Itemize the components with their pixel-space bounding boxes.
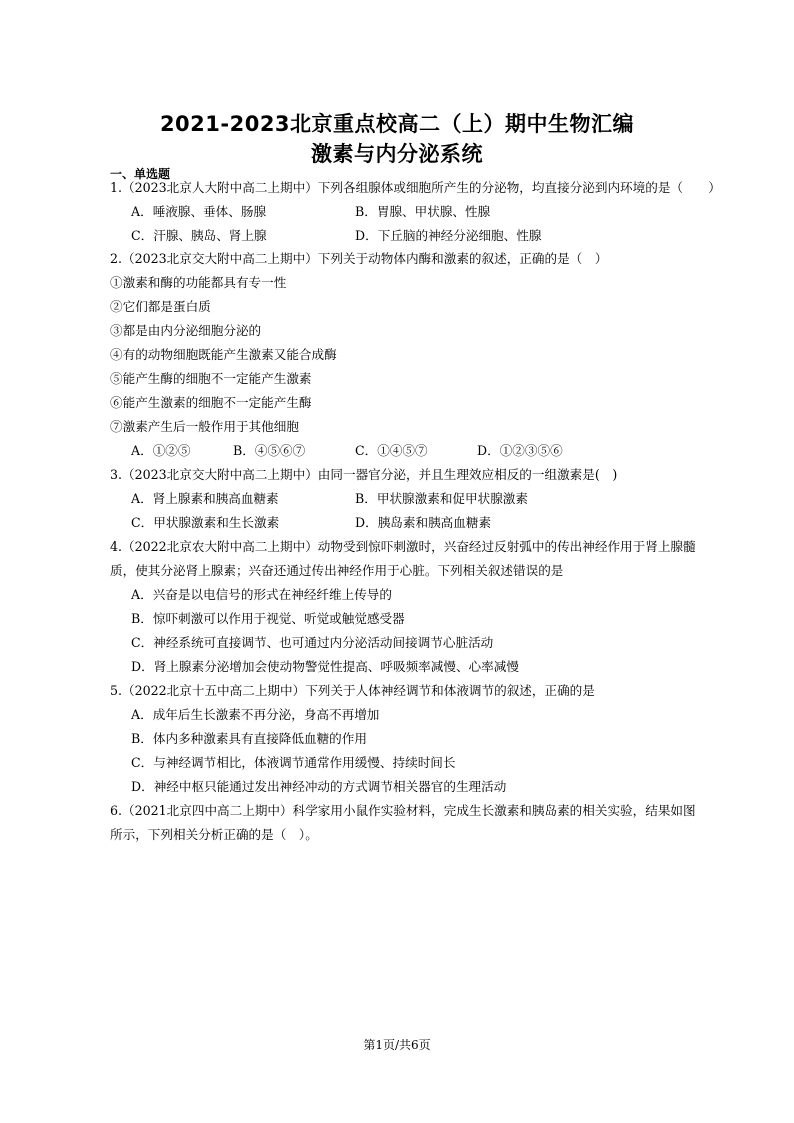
q2-option-c: C．①④⑤⑦ <box>355 443 428 458</box>
section-heading: 一、单选题 <box>110 167 171 181</box>
q3-option-a: A．肾上腺素和胰高血糖素 <box>131 491 279 506</box>
q3-option-b: B．甲状腺激素和促甲状腺激素 <box>355 491 528 506</box>
q2-statement: ⑤能产生酶的细胞不一定能产生激素 <box>110 371 312 386</box>
q4-option-d: D．肾上腺素分泌增加会使动物警觉性提高、呼吸频率减慢、心率减慢 <box>131 659 519 674</box>
q5-option-b: B．体内多种激素具有直接降低血糖的作用 <box>131 731 367 746</box>
document-title: 2021-2023北京重点校高二（上）期中生物汇编 <box>159 112 635 136</box>
page-footer: 第1页/共6页 <box>363 1038 431 1052</box>
q2-statement: ④有的动物细胞既能产生激素又能合成酶 <box>110 347 337 362</box>
q1-option-c: C．汗腺、胰岛、肾上腺 <box>131 228 267 243</box>
q2-option-b: B．④⑤⑥⑦ <box>233 443 306 458</box>
question-3-stem: 3.（2023北京交大附中高二上期中）由同一器官分泌，并且生理效应相反的一组激素是( ) <box>110 467 618 482</box>
question-6-stem: 6.（2021北京四中高二上期中）科学家用小鼠作实验材料，完成生长激素和胰岛素的相关实验，结果如图 <box>110 803 696 818</box>
question-4-stem-cont: 质，使其分泌肾上腺素；兴奋还通过传出神经作用于心脏。下列相关叙述错误的是 <box>110 563 564 578</box>
q2-statement: ①激素和酶的功能都具有专一性 <box>110 275 287 290</box>
q5-option-a: A．成年后生长激素不再分泌，身高不再增加 <box>131 707 380 722</box>
q2-statement: ⑦激素产生后一般作用于其他细胞 <box>110 419 299 434</box>
q2-option-d: D．①②③⑤⑥ <box>477 443 563 458</box>
q1-option-d: D．下丘脑的神经分泌细胞、性腺 <box>355 228 542 243</box>
question-4-stem: 4.（2022北京农大附中高二上期中）动物受到惊吓刺激时，兴奋经过反射弧中的传出神经作用于肾上腺髓 <box>110 539 696 554</box>
question-6-stem-cont: 所示，下列相关分析正确的是（ ）。 <box>110 827 318 842</box>
q2-statement: ③都是由内分泌细胞分泌的 <box>110 323 262 338</box>
document-subtitle: 激素与内分泌系统 <box>311 142 483 166</box>
q1-option-a: A．唾液腺、垂体、肠腺 <box>131 204 267 219</box>
q5-option-c: C．与神经调节相比，体液调节通常作用缓慢、持续时间长 <box>131 755 456 770</box>
question-1-stem: 1.（2023北京人大附中高二上期中）下列各组腺体或细胞所产生的分泌物，均直接分泌到内环境的是（ ） <box>110 180 721 195</box>
q1-option-b: B．胃腺、甲状腺、性腺 <box>355 204 491 219</box>
q4-option-a: A．兴奋是以电信号的形式在神经纤维上传导的 <box>131 587 392 602</box>
q2-statement: ⑥能产生激素的细胞不一定能产生酶 <box>110 395 312 410</box>
q2-statement: ②它们都是蛋白质 <box>110 299 211 314</box>
question-2-stem: 2.（2023北京交大附中高二上期中）下列关于动物体内酶和激素的叙述，正确的是（ ） <box>110 251 608 266</box>
q3-option-c: C．甲状腺激素和生长激素 <box>131 515 280 530</box>
question-5-stem: 5.（2022北京十五中高二上期中）下列关于人体神经调节和体液调节的叙述，正确的是 <box>110 683 595 698</box>
q4-option-c: C．神经系统可直接调节、也可通过内分泌活动间接调节心脏活动 <box>131 635 494 650</box>
q4-option-b: B．惊吓刺激可以作用于视觉、听觉或触觉感受器 <box>131 611 405 626</box>
q2-option-a: A．①②⑤ <box>131 443 191 458</box>
q5-option-d: D．神经中枢只能通过发出神经冲动的方式调节相关器官的生理活动 <box>131 779 507 794</box>
q3-option-d: D．胰岛素和胰高血糖素 <box>355 515 492 530</box>
